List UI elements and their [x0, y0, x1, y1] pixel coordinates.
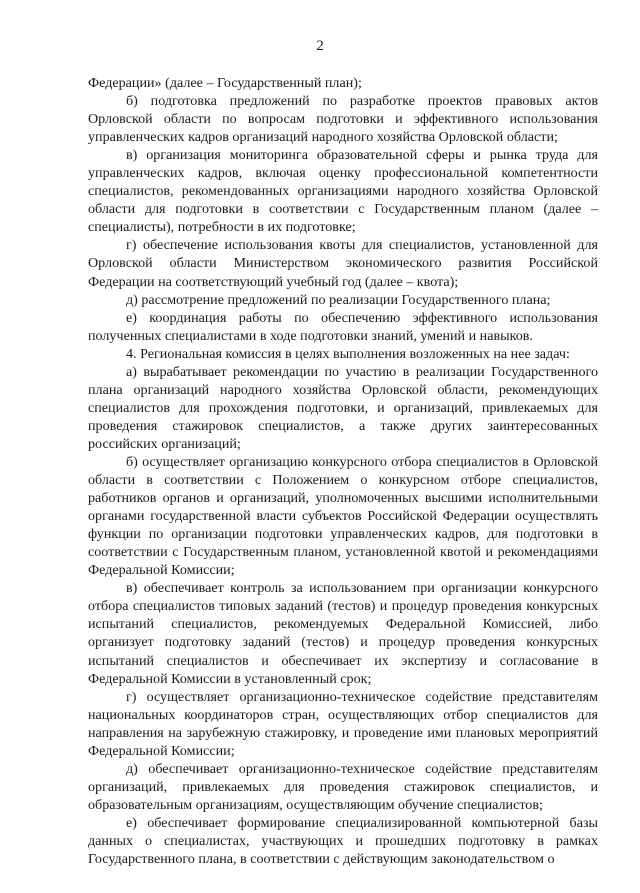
paragraph-section-4: 4. Региональная комиссия в целях выполнения возложенных на нее задач: — [126, 345, 570, 362]
paragraph-item-d: д) рассмотрение предложений по реализации Государственного плана; — [126, 291, 551, 308]
paragraph-item-g: г) обеспечение использования квоты для специалистов, установленной для Орловской области Министерством экономического развития Российской Федерации на соответствующий учебный год (далее – квота); — [88, 237, 598, 290]
paragraph-4-item-e: е) обеспечивает формирование специализированной компьютерной базы данных о специалистах, участвующих и прошедших подготовку в рамках Государственного плана, в соответствии с действующим законодательством о — [88, 814, 598, 868]
paragraph-item-e: е) координация работы по обеспечению эффективного использования полученных специалистами в ходе подготовки знаний, умений и навыков. — [88, 309, 598, 344]
paragraph-4-item-b: б) осуществляет организацию конкурсного отбора специалистов в Орловской области в соответствии с Положением о конкурсном отборе специалистов, работников органов и организаций, уполномоченных высшими исполнительными органами государственной власти субъектов Российской Федерации осуществлять функции по организации подготовки управленческих кадров, для подготовки в соответствии с Государственным планом, установленной квотой и рекомендациями Федеральной Комиссии; — [88, 453, 598, 579]
page-number: 2 — [316, 38, 324, 54]
paragraph-item-b: б) подготовка предложений по разработке проектов правовых актов Орловской области по вопросам подготовки и эффективного использования управленческих кадров организаций народного хозяйства Орловской области; — [88, 93, 598, 146]
paragraph-item-v: в) организация мониторинга образовательной сферы и рынка труда для управленческих кадров, включая оценку профессиональной компетентности специалистов, рекомендованных организациями народного хозяйства Орловской области для подготовки в соответствии с Государственным планом (далее – специалисты), потребности в их подготовке; — [88, 147, 598, 236]
paragraph-4-item-a: а) вырабатывает рекомендации по участию в реализации Государственного плана организаций народного хозяйства Орловской области, рекомендующих специалистов для прохождения подготовки, и организаций, привлекаемых для проведения стажировок специалистов, а также других заинтересованных российских организаций; — [88, 363, 598, 452]
paragraph-4-item-d: д) обеспечивает организационно-техническое содействие представителям организаций, привлекаемых для проведения стажировок специалистов, и образовательным организациям, осуществляющим обучение специалистов; — [88, 760, 598, 813]
paragraph-4-item-g: г) осуществляет организационно-техническое содействие представителям национальных координаторов стран, осуществляющих отбор специалистов для направления на зарубежную стажировку, и проведение ими плановых мероприятий Федеральной Комиссии; — [88, 688, 598, 759]
paragraph-continuation: Федерации» (далее – Государственный план); — [88, 75, 362, 91]
paragraph-4-item-v: в) обеспечивает контроль за использованием при организации конкурсного отбора специалистов типовых заданий (тестов) и процедур проведения конкурсных испытаний специалистов, рекомендуемых Федеральной Комиссией, либо организует подготовку заданий (тестов) и процедур проведения конкурсных испытаний специалистов и обеспечивает их экспертизу и согласование в Федеральной Комиссии в установленный срок; — [88, 580, 598, 687]
document-body — [88, 74, 598, 868]
